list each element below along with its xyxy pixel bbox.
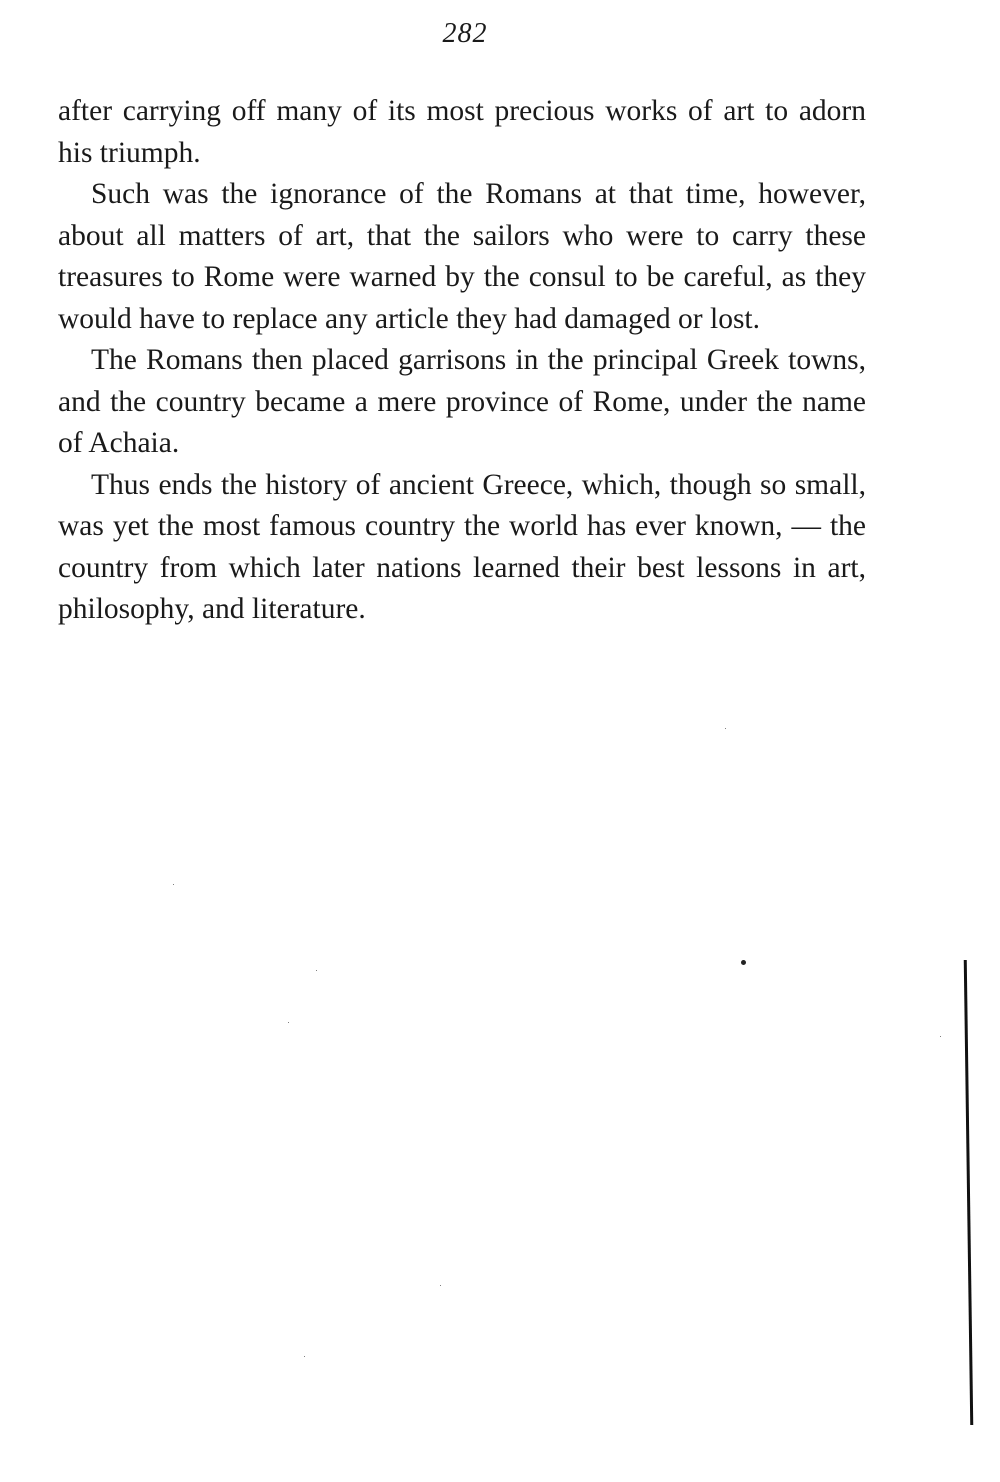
paragraph: The Romans then placed garrisons in the principal Greek towns, and the country became a mere province of Rome, under the name of Achaia. [58,344,866,459]
scan-speck [288,1022,289,1023]
page-number: 282 [442,18,488,49]
body-text [58,91,866,631]
scan-speck [725,728,726,729]
scan-speck [316,970,317,971]
paragraph: Thus ends the history of ancient Greece, which, though so small, was yet the most famous country the world has ever known, — the country from which later nations learned their best lessons in art, philosophy, and literature. [58,468,866,625]
page-edge-shadow [964,960,973,1425]
paragraph: Such was the ignorance of the Romans at that time, however, about all matters of art, that the sailors who were to carry these treasures to Rome were warned by the consul to be careful, as they would have to replace any article they had damaged or lost. [58,178,866,335]
scan-speck [741,960,746,965]
paragraph: after carrying off many of its most precious works of art to adorn his triumph. [58,95,866,169]
scan-speck [940,1036,941,1037]
scan-speck [440,1285,441,1286]
scan-speck [173,884,174,885]
scan-speck [304,1356,305,1357]
